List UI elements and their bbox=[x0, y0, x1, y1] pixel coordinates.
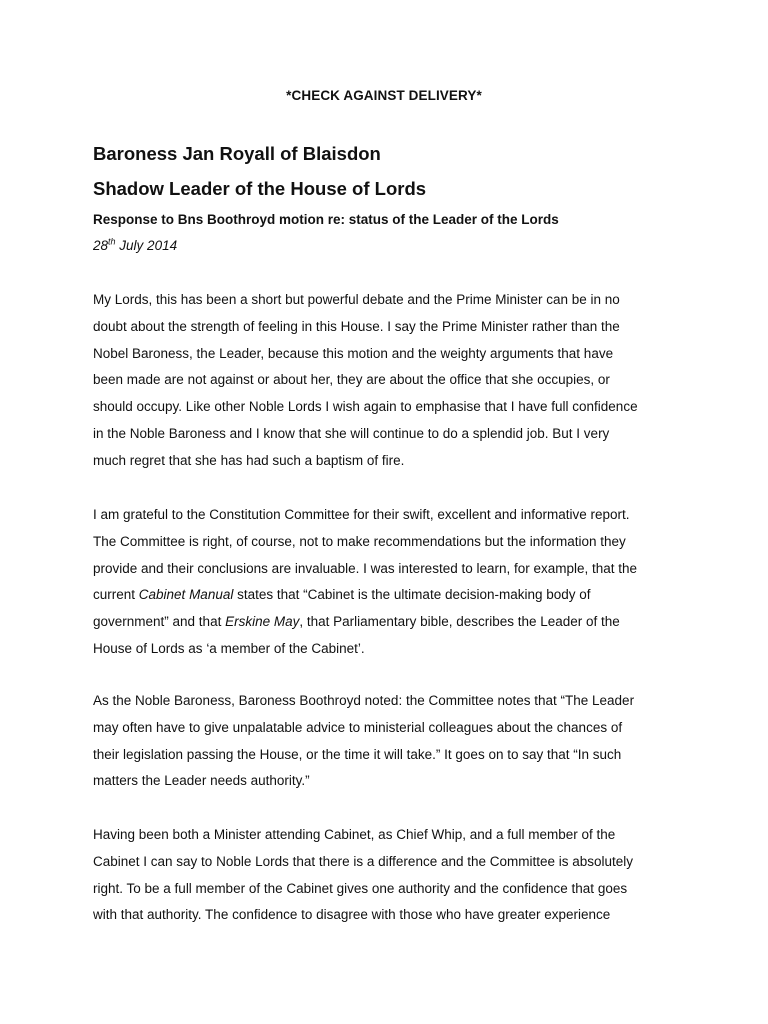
paragraph-line: right. To be a full member of the Cabinet gives one authority and the confidence that goes bbox=[93, 880, 628, 896]
paragraph-line: matters the Leader needs authority.” bbox=[93, 773, 310, 789]
paragraph-line: Cabinet I can say to Noble Lords that there is a difference and the Committee is absolutely bbox=[93, 853, 634, 869]
speech-subject: Response to Bns Boothroyd motion re: status of the Leader of the Lords bbox=[93, 212, 559, 227]
paragraph-line: The Committee is right, of course, not to make recommendations but the information they bbox=[93, 533, 626, 549]
paragraph-line: House of Lords as ‘a member of the Cabinet’. bbox=[93, 640, 365, 656]
paragraph-line: I am grateful to the Constitution Committee for their swift, excellent and informative report. bbox=[93, 507, 630, 522]
speech-date bbox=[93, 238, 177, 253]
date-suffix: th bbox=[108, 236, 116, 247]
paragraph-line: may often have to give unpalatable advice to ministerial colleagues about the chances of bbox=[93, 719, 623, 735]
paragraph-line: Nobel Baroness, the Leader, because this motion and the weighty arguments that have bbox=[93, 345, 614, 361]
speaker-role: Shadow Leader of the House of Lords bbox=[93, 178, 427, 199]
paragraph-line: in the Noble Baroness and I know that she will continue to do a splendid job. But I very bbox=[93, 425, 610, 441]
paragraph-2 bbox=[93, 502, 693, 663]
paragraph-4 bbox=[93, 822, 693, 929]
text-run: states that “Cabinet is the ultimate decision-making body of bbox=[233, 587, 591, 603]
cabinet-manual-title: Cabinet Manual bbox=[138, 587, 234, 603]
date-rest: July 2014 bbox=[115, 238, 178, 253]
paragraph-line: Having been both a Minister attending Cabinet, as Chief Whip, and a full member of the bbox=[93, 827, 616, 842]
paragraph-line: As the Noble Baroness, Baroness Boothroyd noted: the Committee notes that “The Leader bbox=[93, 693, 635, 708]
delivery-notice: *CHECK AGAINST DELIVERY* bbox=[286, 88, 482, 103]
paragraph-line: doubt about the strength of feeling in this House. I say the Prime Minister rather than the bbox=[93, 318, 620, 334]
paragraph-line bbox=[93, 609, 693, 636]
date-day: 28 bbox=[93, 238, 109, 253]
speaker-name: Baroness Jan Royall of Blaisdon bbox=[93, 143, 381, 164]
paragraph-1 bbox=[93, 287, 693, 475]
text-run: government” and that bbox=[93, 614, 226, 630]
paragraph-line: My Lords, this has been a short but powerful debate and the Prime Minister can be in no bbox=[93, 292, 620, 307]
paragraph-line: been made are not against or about her, they are about the office that she occupies, or bbox=[93, 372, 610, 388]
paragraph-3 bbox=[93, 688, 693, 795]
paragraph-line: should occupy. Like other Noble Lords I wish again to emphasise that I have full confidence bbox=[93, 399, 638, 415]
paragraph-line: with that authority. The confidence to disagree with those who have greater experience bbox=[93, 907, 611, 923]
paragraph-line: their legislation passing the House, or the time it will take.” It goes on to say that “In such bbox=[93, 746, 622, 762]
paragraph-line: much regret that she has had such a baptism of fire. bbox=[93, 452, 405, 468]
text-run: current bbox=[93, 587, 139, 603]
paragraph-line bbox=[93, 582, 693, 609]
text-run: , that Parliamentary bible, describes the Leader of the bbox=[299, 614, 620, 630]
paragraph-line: provide and their conclusions are invaluable. I was interested to learn, for example, that the bbox=[93, 560, 638, 576]
erskine-may-title: Erskine May bbox=[225, 614, 300, 630]
